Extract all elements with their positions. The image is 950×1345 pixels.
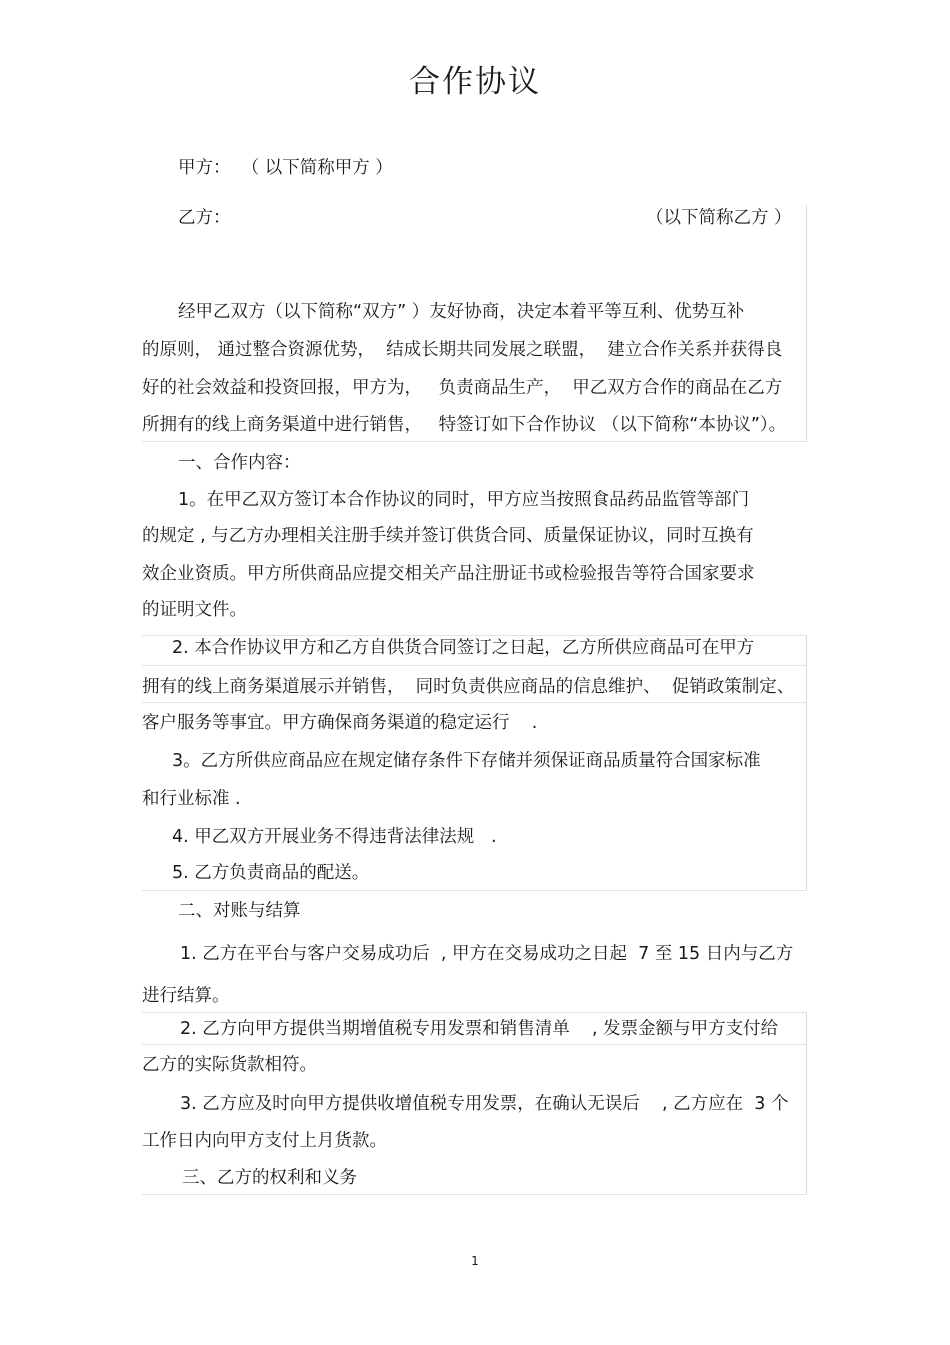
clause-line: 效企业资质。甲方所供商品应提交相关产品注册证书或检验报告等符合国家要求 <box>142 564 755 584</box>
clause-line: 1。在甲乙双方签订本合作协议的同时，甲方应当按照食品药品监管等部门 <box>178 490 750 510</box>
page-number: 1 <box>471 1254 479 1268</box>
party-b-label: 乙方： <box>178 208 231 228</box>
border-rule <box>142 635 807 636</box>
clause-line: 2. 本合作协议甲方和乙方自供货合同签订之日起，乙方所供应商品可在甲方 <box>172 638 755 658</box>
clause-line: 1. 乙方在平台与客户交易成功后 , 甲方在交易成功之日起 7 至 15 日内与乙方 <box>180 944 794 964</box>
clause-line: 4. 甲乙双方开展业务不得违背法律法规 . <box>172 827 497 847</box>
clause-line: 的规定 , 与乙方办理相关注册手续并签订供货合同、质量保证协议，同时互换有 <box>142 526 754 546</box>
clause-line: 工作日内向甲方支付上月货款。 <box>142 1131 387 1151</box>
document-title: 合作协议 <box>409 64 541 100</box>
clause-line: 2. 乙方向甲方提供当期增值税专用发票和销售清单 , 发票金额与甲方支付给 <box>180 1019 779 1039</box>
intro-line: 所拥有的线上商务渠道中进行销售， 特签订如下合作协议 （以下简称“本协议”）。 <box>142 415 787 435</box>
clause-line: 的证明文件。 <box>142 600 247 620</box>
clause-line: 客户服务等事宜。甲方确保商务渠道的稳定运行 . <box>142 713 538 733</box>
clause-line: 拥有的线上商务渠道展示并销售， 同时负责供应商品的信息维护、 促销政策制定、 <box>142 677 795 697</box>
intro-line: 好的社会效益和投资回报，甲方为， 负责商品生产， 甲乙双方合作的商品在乙方 <box>142 378 783 398</box>
clause-line: 和行业标准 . <box>142 789 241 809</box>
section-heading: 三、乙方的权利和义务 <box>182 1168 357 1188</box>
border-rule <box>142 1194 807 1195</box>
intro-line: 的原则， 通过整合资源优势， 结成长期共同发展之联盟， 建立合作关系并获得良 <box>142 340 783 360</box>
border-rule <box>142 702 807 703</box>
party-a-line: 甲方： （ 以下简称甲方 ） <box>178 158 393 178</box>
border-rule <box>142 1012 807 1013</box>
border-rule <box>142 441 807 442</box>
intro-line: 经甲乙双方（以下简称“双方” ）友好协商，决定本着平等互利、优势互补 <box>178 302 745 322</box>
border-rule <box>806 1012 807 1195</box>
clause-line: 乙方的实际货款相符。 <box>142 1055 317 1075</box>
border-rule <box>806 635 807 891</box>
party-b-note: （以下简称乙方 ） <box>646 208 792 228</box>
clause-line: 3。乙方所供应商品应在规定储存条件下存储并须保证商品质量符合国家标准 <box>172 751 761 771</box>
clause-line: 5. 乙方负责商品的配送。 <box>172 863 370 883</box>
border-rule <box>142 1044 807 1045</box>
section-heading: 二、对账与结算 <box>178 901 301 921</box>
border-rule <box>142 665 807 666</box>
border-rule <box>142 890 807 891</box>
section-heading: 一、合作内容： <box>178 453 301 473</box>
clause-line: 3. 乙方应及时向甲方提供收增值税专用发票，在确认无误后 , 乙方应在 3 个 <box>180 1094 789 1114</box>
border-rule <box>806 205 807 442</box>
clause-line: 进行结算。 <box>142 986 230 1006</box>
